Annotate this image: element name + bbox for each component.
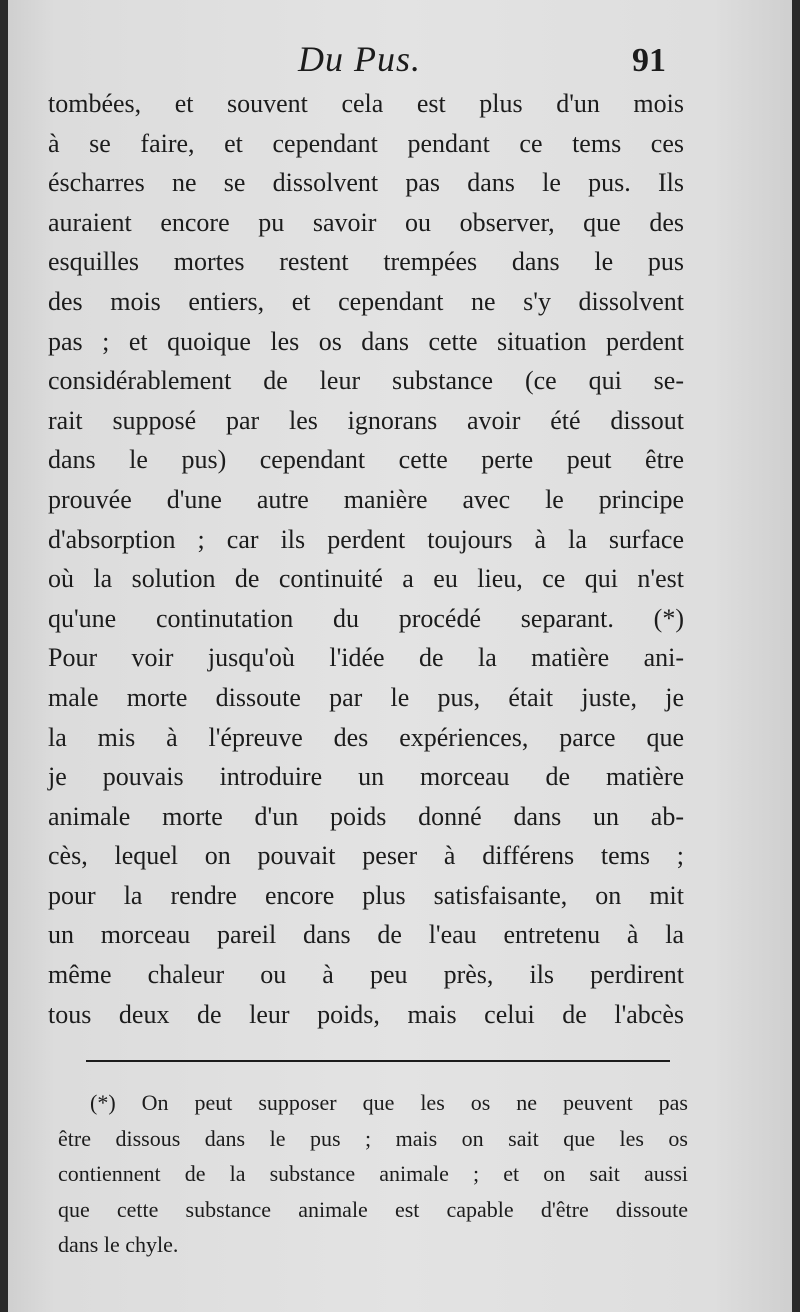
page-number: 91 [632, 42, 666, 79]
text-line: Pour voir jusqu'où l'idée de la matière ani- [48, 643, 684, 673]
book-page [8, 0, 792, 1312]
text-line: cès, lequel on pouvait peser à différens tems ; [48, 841, 684, 871]
text-line: dans le pus) cependant cette perte peut être [48, 445, 684, 475]
footnote-line: que cette substance animale est capable d'être dissoute [58, 1196, 688, 1222]
text-line: d'absorption ; car ils perdent toujours à la surface [48, 524, 684, 554]
text-line: des mois entiers, et cependant ne s'y dissolvent [48, 286, 684, 316]
footnote [58, 1085, 688, 1263]
text-line: qu'une continutation du procédé separant. (*) [48, 603, 684, 633]
text-line: rait supposé par les ignorans avoir été dissout [48, 405, 684, 435]
text-line: auraient encore pu savoir ou observer, que des [48, 207, 684, 237]
text-line: où la solution de continuité a eu lieu, ce qui n'est [48, 564, 684, 594]
text-line: prouvée d'une autre manière avec le principe [48, 484, 684, 514]
footnote-line: contiennent de la substance animale ; et on sait aussi [58, 1161, 688, 1186]
text-line: tous deux de leur poids, mais celui de l'abcès [48, 999, 684, 1029]
text-line: esquilles mortes restent trempées dans le pus [48, 247, 684, 277]
text-line: à se faire, et cependant pendant ce tems ces [48, 128, 684, 158]
text-line: éscharres ne se dissolvent pas dans le pus. Ils [48, 168, 684, 198]
footnote-line: (*) On peut supposer que les os ne peuvent pas [90, 1090, 688, 1115]
body-text [48, 84, 684, 1034]
text-line: male morte dissoute par le pus, était juste, je [48, 682, 684, 712]
running-title: Du Pus. [298, 39, 421, 79]
text-line: animale morte d'un poids donné dans un ab- [48, 801, 684, 831]
text-line: pas ; et quoique les os dans cette situation perdent [48, 326, 684, 356]
text-line: je pouvais introduire un morceau de matière [48, 762, 684, 792]
footnote-rule [86, 1060, 670, 1062]
footnote-line: dans le chyle. [58, 1232, 179, 1257]
text-line: tombées, et souvent cela est plus d'un mois [48, 89, 684, 118]
text-line: considérablement de leur substance (ce qui se- [48, 366, 684, 396]
footnote-line: être dissous dans le pus ; mais on sait que les os [58, 1125, 688, 1151]
text-line: même chaleur ou à peu près, ils perdirent [48, 960, 684, 990]
text-line: pour la rendre encore plus satisfaisante, on mit [48, 880, 684, 910]
running-head [8, 38, 792, 88]
text-line: la mis à l'épreuve des expériences, parce que [48, 722, 684, 752]
text-line: un morceau pareil dans de l'eau entretenu à la [48, 920, 684, 950]
